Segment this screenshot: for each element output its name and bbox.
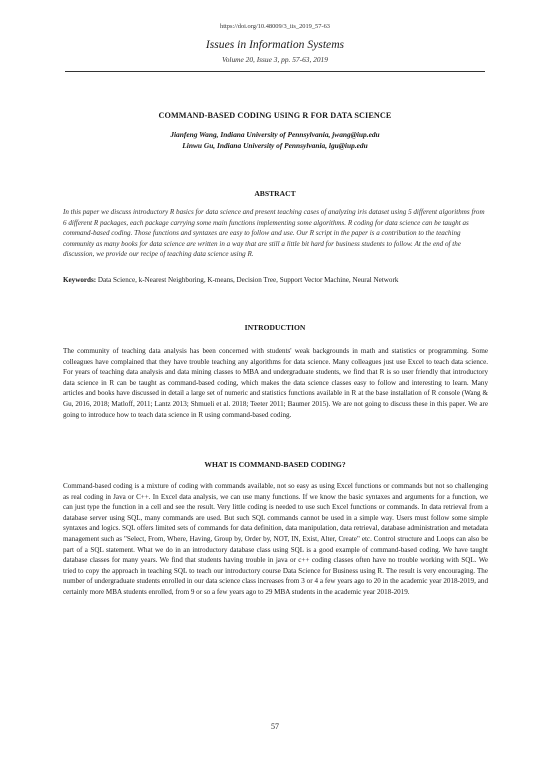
keywords xyxy=(63,275,488,286)
what-is-heading: WHAT IS COMMAND-BASED CODING? xyxy=(204,460,346,469)
journal-volume: Volume 20, Issue 3, pp. 57-63, 2019 xyxy=(222,55,328,64)
author-1: Jianfeng Wang, Indiana University of Pennsylvania, jwang@iup.edu xyxy=(170,130,380,139)
page-number: 57 xyxy=(271,722,279,731)
doi-link[interactable]: https://doi.org/10.48009/3_iis_2019_57-63 xyxy=(220,23,330,30)
abstract-text: In this paper we discuss introductory R basics for data science and present teaching cases of analyzing iris dataset using 5 different algorithms from 6 different R packages, each package carrying some main functions implementing some algorithms. R coding for data science can be taught as command-based coding. Those functions and syntaxes are easy to follow and use. Our R script in the paper is a contribution to the teaching community as many books for data science are written in a way that are still a little bit hard for business students to follow. At the end of the discussion, we provide our recipe of teaching data science using R. xyxy=(63,208,485,259)
introduction-text: The community of teaching data analysis has been concerned with students' weak backgrounds in math and statistics or programming. Some colleagues have complained that they have trouble teaching any algorithms for data science. Many colleagues just use Excel to teach data science. For years of teaching data analysis and data mining classes to MBA and undergraduate students, we find that R is so user friendly that introductory data science in R can be taught as command-based coding, which makes the data science classes easy to follow and interesting to learn. Many articles and books have discussed in detail a large set of numeric and statistics functions available in R at the base installation of R console (Wang & Gu, 2016, 2018; Matloff, 2011; Lantz 2013; Shmueli et al. 2018; Teeter 2011; Baumer 2015). We are not going to discuss these in this paper. We are going to introduce how to teach data science in R using command-based coding. xyxy=(63,347,488,419)
journal-title: Issues in Information Systems xyxy=(205,38,345,51)
author-2: Linwu Gu, Indiana University of Pennsylvania, lgu@iup.edu xyxy=(182,141,368,150)
header-divider xyxy=(65,71,485,72)
keywords-text: Data Science, k-Nearest Neighboring, K-means, Decision Tree, Support Vector Machine, Neural Network xyxy=(96,276,399,284)
what-is-text: Command-based coding is a mixture of coding with commands available, not so easy as using Excel functions or commands but not so challenging as real coding in Java or C++. In Excel data analysis, we can use many functions. If we know the basic syntaxes and arguments for a function, we can just type the function in a cell and see the result. Very little coding is needed to use such Excel functions or commands. In data retrieval from a database server using SQL, many commands are used. But such SQL commands cannot be used in a simple way. Users must follow some simple syntaxes and logics. SQL offers limited sets of commands for data definition, data manipulation, data retrieval, database administration and metadata management such as "Select, From, Where, Having, Group by, Order by, NOT, IN, Exist, Alter, Create" etc. Control structure and Loops can also be part of a SQL statement. What we do in an introductory database class using SQL is a good example of command-based coding. We have taught database classes for many years. We find that students having trouble in java or c++ coding classes often have no trouble working with SQL. We tried to copy the approach in teaching SQL to teach our introductory course Data Science for Business using R. The result is very encouraging. The number of undergraduate students enrolled in our data science class increases from 3 or 4 a few years ago to 20 in the academic year 2018-2019, and certainly more MBA students enrolled, from 9 or so a few years ago to 29 MBA students in the academic year 2018-2019. xyxy=(63,482,488,596)
abstract-heading: ABSTRACT xyxy=(254,189,296,198)
keywords-label: Keywords: xyxy=(63,276,97,284)
introduction-heading: INTRODUCTION xyxy=(244,323,306,332)
paper-title: COMMAND-BASED CODING USING R FOR DATA SCIENCE xyxy=(158,111,392,120)
